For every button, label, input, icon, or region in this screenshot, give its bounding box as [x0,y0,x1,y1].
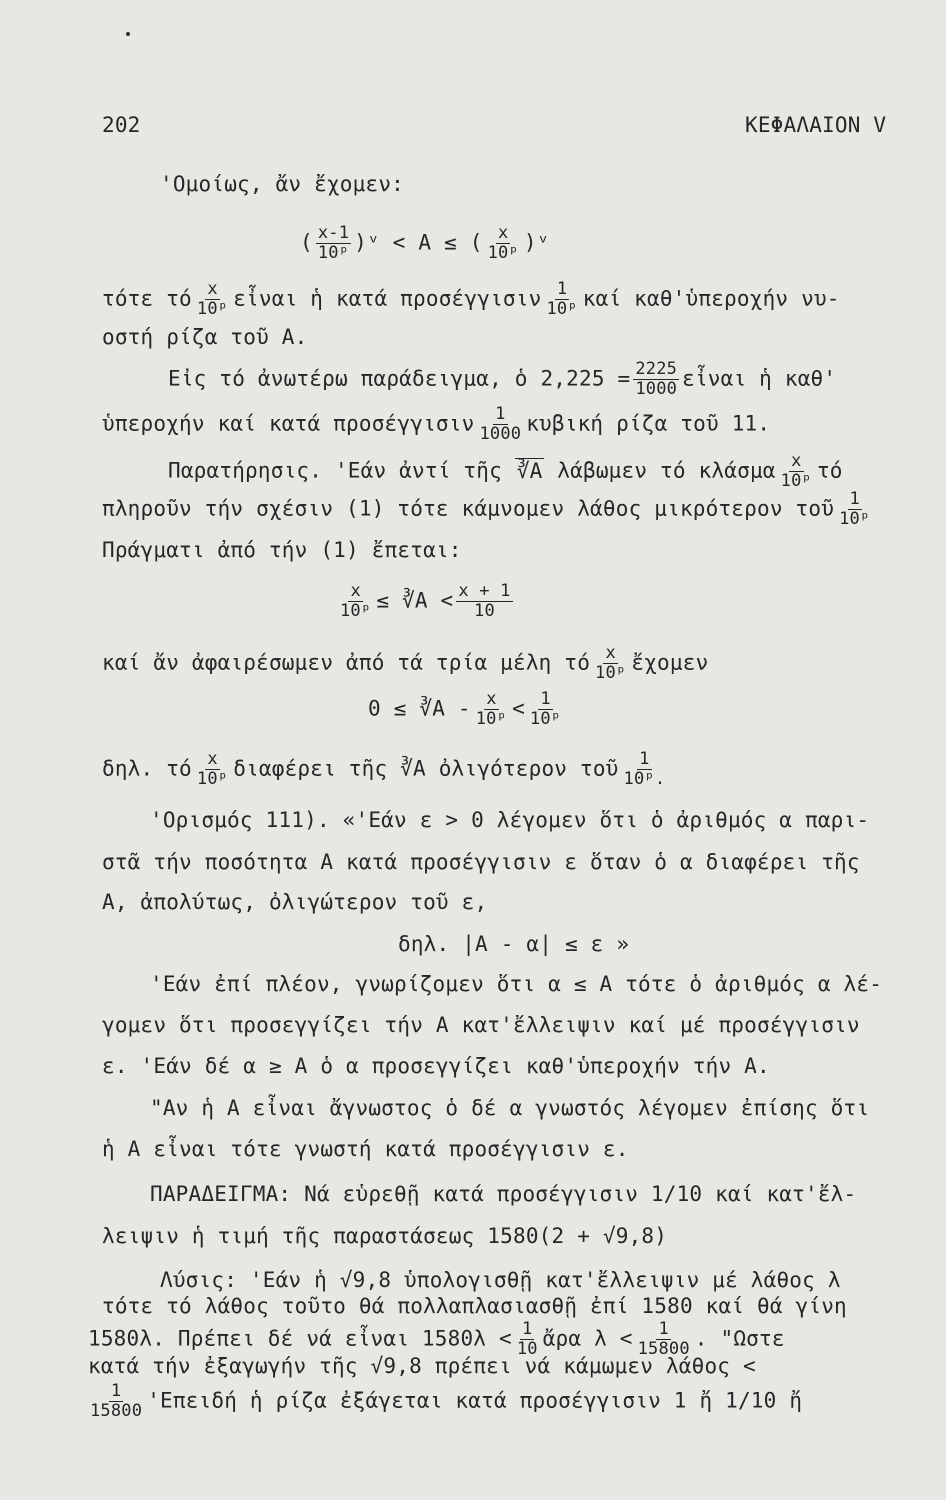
text: λάβωμεν τό κλάσμα [544,458,776,483]
denominator: 10ᵖ [317,243,350,263]
text: κυβική ρίζα τοῦ 11. [526,411,771,436]
denominator: 10ᵖ [595,663,627,683]
numerator: 1 [658,1319,669,1339]
text: . "Ωστε [694,1326,785,1351]
numerator: x [207,749,218,769]
denominator: 10ᵖ. [623,769,666,789]
numerator: 1 [110,1381,122,1401]
numerator: x-1 [317,223,350,243]
line-9: Πράγματι ἀπό τήν (1) ἔπεται: [102,538,462,562]
fraction [477,405,523,444]
numerator: 1 [522,1319,533,1339]
line-16: Α, ἀπολύτως, ὀλιγώτερον τοῦ ε, [102,890,488,914]
line-26: τότε τό λάθος τοῦτο θά πολλαπλασιασθῇ ἐπί 1580 καί θά γίνη [102,1294,847,1318]
numerator: x [605,643,616,663]
fraction [474,690,509,729]
fraction [779,452,814,491]
line-29 [85,1382,802,1421]
denominator: 10ᵖ [475,709,508,729]
text: 1580λ. Πρέπει δέ νά εἶναι 1580λ < [88,1326,512,1351]
cube-root: ∛A [516,458,543,483]
text: δηλ. τό [102,756,192,781]
numerator: x [498,223,509,243]
text: τό [816,458,843,483]
text: πληροῦν τήν σχέσιν (1) τότε κάμνομεν λάθος μικρότερον τοῦ [102,496,835,521]
text: Εἰς τό ἀνωτέρω παράδειγμα, ὁ 2,225 = [168,366,631,391]
text: εἶναι ἡ καθ' [682,366,837,391]
text: 'Επειδή ἡ ρίζα ἐξάγεται κατά προσέγγισιν 1 ἤ 1/10 ἤ [147,1388,803,1413]
fraction [195,280,230,319]
denominator: 1000 [479,424,522,444]
text: ἄρα λ < [542,1326,633,1351]
formula-text: )ᵛ < A ≤ ( [354,230,483,255]
fraction [316,224,351,263]
chapter-heading: ΚΕΦΑΛΑΙΟΝ V [745,113,887,137]
formula-text: 0 ≤ ∛A - [368,696,471,721]
denominator: 10ᵖ [196,769,229,789]
numerator: 1 [540,689,551,709]
line-24: λειψιν ἡ τιμή τῆς παραστάσεως 1580(2 + √9,8) [102,1224,668,1248]
denominator: 10ᵖ [196,299,229,319]
numerator: x [350,581,361,601]
fraction [456,582,512,621]
line-5 [168,360,836,399]
text: τότε τό [102,286,192,311]
line-13 [102,750,670,789]
fraction [633,360,679,399]
numerator: 1 [495,404,506,424]
fraction [338,582,373,621]
line-14: 'Ορισμός 111). «'Εάν ε > 0 λέγομεν ὅτι ὁ ἀριθμός α παρι- [150,808,870,832]
fraction [837,490,872,529]
denominator: 10 [474,601,495,621]
denominator: 10ᵖ [529,709,562,729]
line-19: γομεν ὅτι προσεγγίζει τήν Α κατ'ἔλλειψιν καί μέ προσέγγισιν [102,1013,860,1037]
line-7 [168,452,843,491]
numerator: 1 [639,749,650,769]
denominator: 1000 [635,379,678,399]
numerator: x + 1 [458,581,511,601]
paren: ( [300,230,313,255]
fraction [195,750,230,789]
line-17: δηλ. |A - α| ≤ ε » [398,932,630,956]
denominator: 10ᵖ [340,601,372,621]
denominator: 15800 [637,1339,690,1359]
numerator: 1 [849,489,860,509]
line-15: στᾶ τήν ποσότητα Α κατά προσέγγισιν ε ὅταν ὁ α διαφέρει τῆς [102,850,860,874]
formula-text: ≤ ∛A < [376,588,454,613]
numerator: x [207,279,218,299]
line-1: 'Ομοίως, ἄν ἔχομεν: [160,172,405,196]
text: εἶναι ἡ κατά προσέγγισιν [233,286,542,311]
line-18: 'Εάν ἐπί πλέον, γνωρίζομεν ὅτι α ≤ Α τότε ὁ ἀριθμός α λέ- [150,972,883,996]
line-23: ΠΑΡΑΔΕΙΓΜΑ: Νά εὑρεθῇ κατά προσέγγισιν 1/10 καί κατ'ἔλ- [150,1182,857,1206]
line-22: ἡ Α εἶναι τότε γνωστή κατά προσέγγισιν ε. [102,1137,629,1161]
formula-text: < [512,696,525,721]
denominator: 10ᵖ [487,243,519,263]
numerator: 1 [556,279,568,299]
formula-1 [300,224,550,263]
fraction [544,280,579,319]
text: ἔχομεν [631,650,709,675]
line-4: οστή ρίζα τοῦ Α. [102,325,308,349]
text: καί καθ'ὑπεροχήν νυ- [582,286,840,311]
text: Παρατήρησις. 'Εάν ἀντί τῆς [168,458,515,483]
formula-text: )ᵛ [523,230,550,255]
denominator: 15800 [90,1401,143,1421]
line-6 [102,405,770,444]
fraction [88,1382,144,1421]
denominator: 10 [516,1339,538,1359]
text: καί ἄν ἀφαιρέσωμεν ἀπό τά τρία μέλη τό [102,650,591,675]
line-3 [102,280,840,319]
formula-3 [368,690,566,729]
numerator: 2225 [635,359,678,379]
denominator: 10ᵖ [780,471,812,491]
speck [126,32,130,36]
line-11 [102,644,708,683]
page-number: 202 [102,113,141,137]
denominator: 10ᵖ [546,299,578,319]
numerator: x [486,689,497,709]
line-20: ε. 'Εάν δέ α ≥ Α ὁ α προσεγγίζει καθ'ὑπεροχήν τήν Α. [102,1054,770,1078]
line-25: Λύσις: 'Εάν ἡ √9,8 ὑπολογισθῇ κατ'ἔλλειψιν μέ λάθος λ [160,1268,841,1292]
fraction [622,750,668,789]
line-28: κατά τήν ἐξαγωγήν τῆς √9,8 πρέπει νά κάμωμεν λάθος < [88,1354,756,1378]
text: ὑπεροχήν καί κατά προσέγγισιν [102,411,475,436]
formula-2 [335,582,516,621]
line-21: "Αν ἡ Α εἶναι ἄγνωστος ὁ δέ α γνωστός λέγομεν ἐπίσης ὅτι [150,1096,870,1120]
fraction [593,644,628,683]
line-8 [102,490,875,529]
denominator: 10ᵖ [839,509,871,529]
text: διαφέρει τῆς ∛A ὀλιγότερον τοῦ [233,756,619,781]
fraction [486,224,521,263]
fraction [528,690,563,729]
numerator: x [791,451,802,471]
